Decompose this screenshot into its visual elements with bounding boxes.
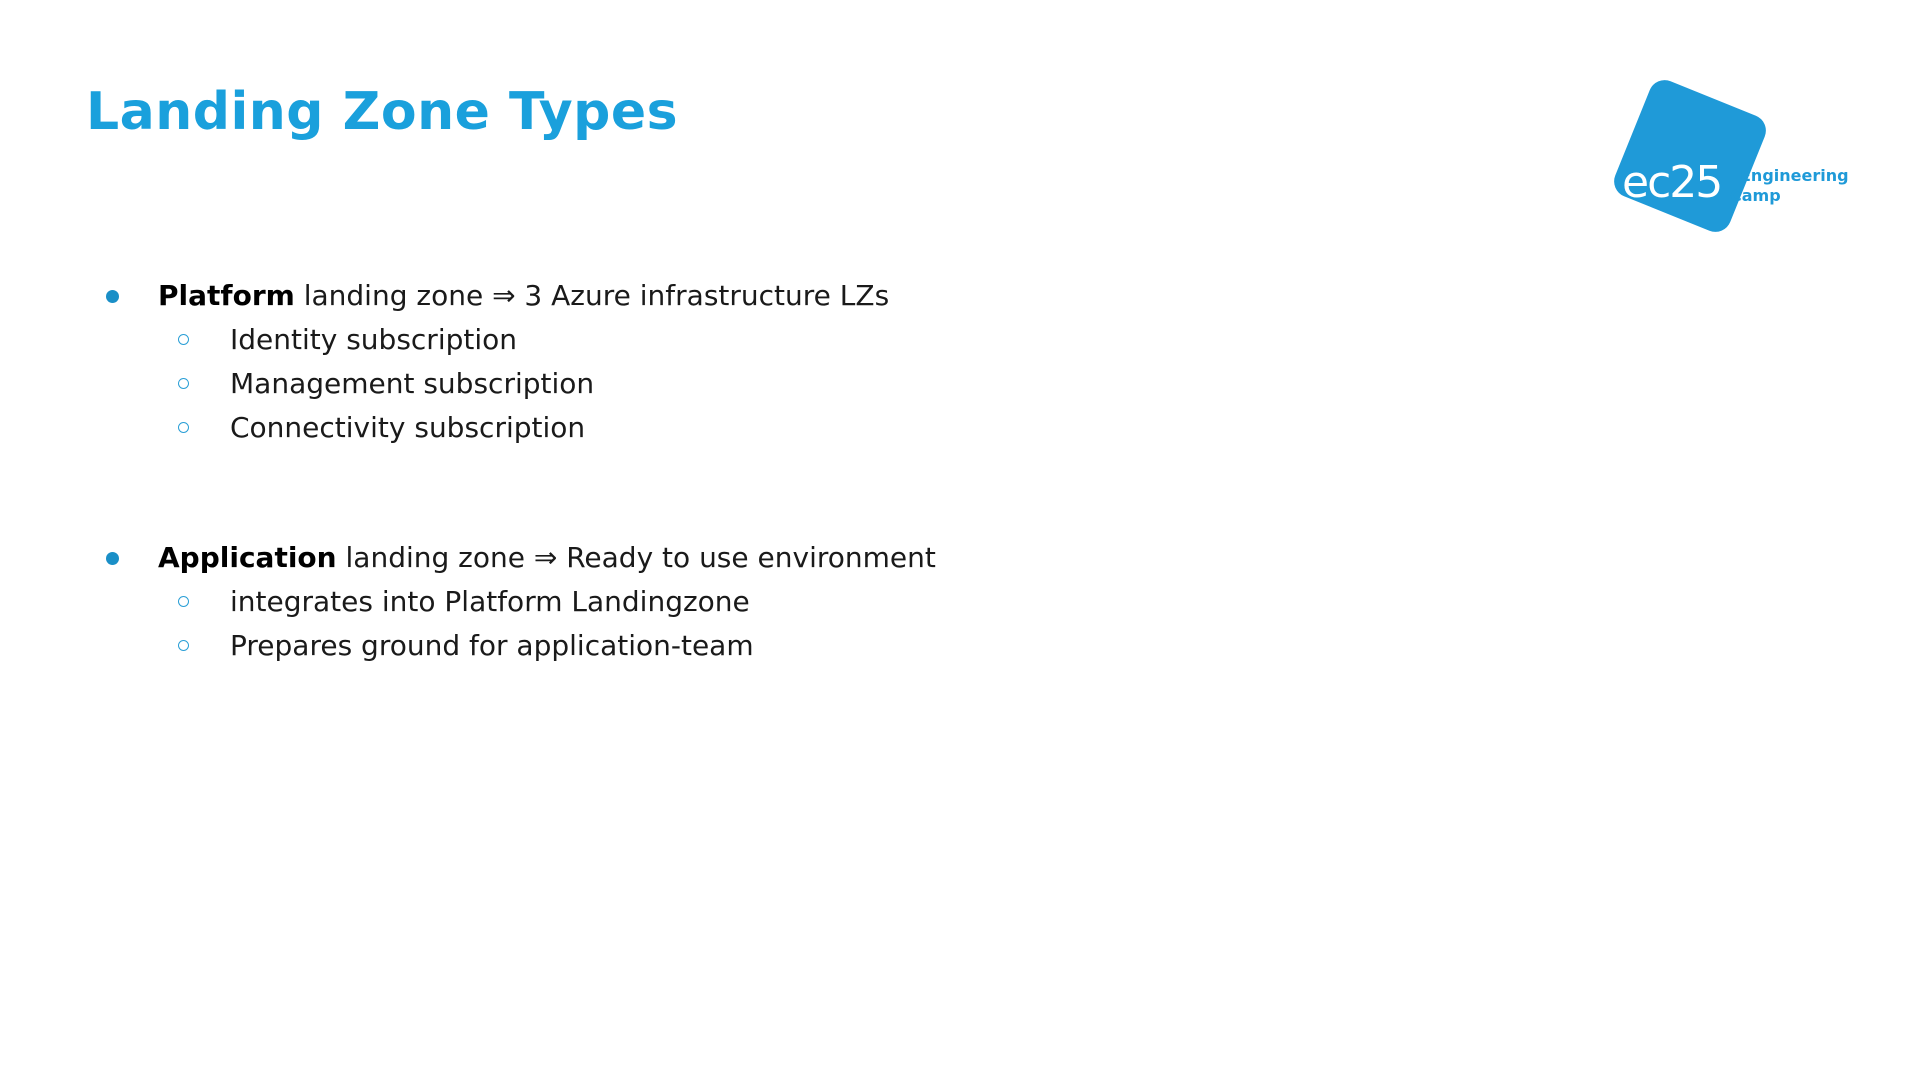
logo-mark: ec25 bbox=[1622, 157, 1722, 208]
bullet-dot-icon bbox=[106, 552, 119, 565]
bullet-text: landing zone ⇒ 3 Azure infrastructure LZs bbox=[294, 279, 890, 312]
hollow-circle-icon bbox=[178, 640, 189, 651]
hollow-circle-icon bbox=[178, 596, 189, 607]
bullet-content bbox=[100, 274, 1600, 668]
bullet-application bbox=[100, 536, 1600, 580]
list-item bbox=[100, 318, 1600, 362]
list-item-label: Connectivity subscription bbox=[230, 411, 586, 444]
sub-list-container bbox=[100, 580, 1600, 668]
bullet-platform bbox=[100, 274, 1600, 318]
list-item-label: Prepares ground for application-team bbox=[230, 629, 754, 662]
sub-list-application bbox=[100, 580, 1600, 668]
logo-text-engineering: Engineering bbox=[1740, 166, 1849, 185]
page-title: Landing Zone Types bbox=[86, 82, 679, 142]
list-item-label: Identity subscription bbox=[230, 323, 517, 356]
bullet-strong-text: Application bbox=[158, 541, 337, 574]
hollow-circle-icon bbox=[178, 422, 189, 433]
bullet-text: landing zone ⇒ Ready to use environment bbox=[336, 541, 936, 574]
section-platform bbox=[100, 274, 1600, 450]
list-item bbox=[100, 624, 1600, 668]
list-item bbox=[100, 406, 1600, 450]
list-item bbox=[100, 580, 1600, 624]
list-item-label: integrates into Platform Landingzone bbox=[230, 585, 750, 618]
logo-text-camp: Camp bbox=[1730, 186, 1781, 205]
logo-square-icon bbox=[1609, 75, 1770, 236]
section-application bbox=[100, 536, 1600, 668]
brand-logo bbox=[1600, 80, 1860, 240]
sub-list-container bbox=[100, 318, 1600, 450]
sub-list-platform bbox=[100, 318, 1600, 450]
hollow-circle-icon bbox=[178, 378, 189, 389]
list-item-label: Management subscription bbox=[230, 367, 595, 400]
list-item bbox=[100, 362, 1600, 406]
hollow-circle-icon bbox=[178, 334, 189, 345]
bullet-strong-text: Platform bbox=[158, 279, 295, 312]
bullet-dot-icon bbox=[106, 290, 119, 303]
